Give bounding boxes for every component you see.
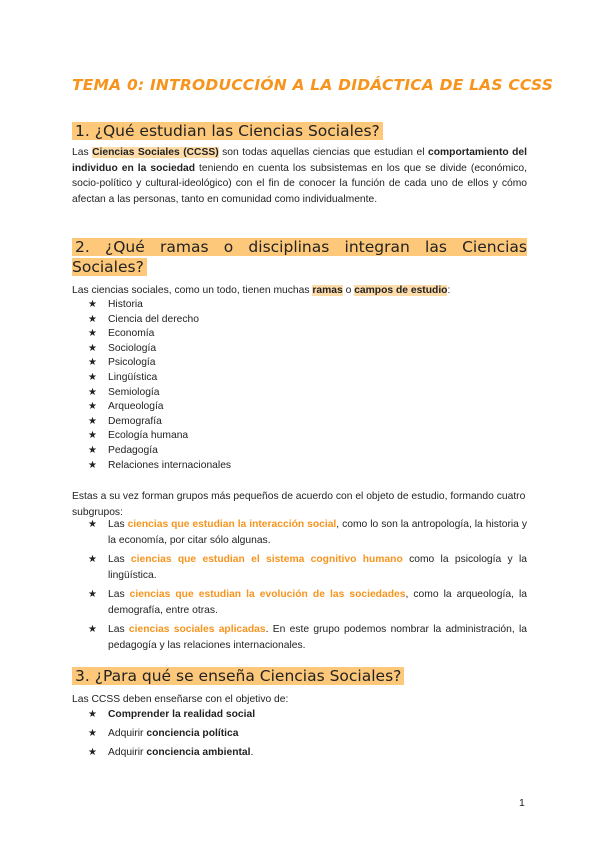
text-run: Las ciencias sociales, como un todo, tienen muchas — [72, 285, 313, 296]
list-item — [72, 587, 527, 618]
section-1-paragraph — [72, 145, 527, 207]
item-label: Sociología — [108, 342, 157, 354]
item-label: Semiología — [108, 386, 160, 398]
text-run: . — [250, 747, 254, 758]
star-icon: ★ — [88, 401, 97, 413]
star-icon: ★ — [88, 624, 97, 635]
list-item — [72, 298, 231, 313]
section-1-heading-text: 1. ¿Qué estudian las Ciencias Sociales? — [72, 122, 383, 140]
star-icon: ★ — [88, 415, 97, 427]
section-3-intro: Las CCSS deben enseñarse con el objetivo de: — [72, 694, 289, 705]
star-icon: ★ — [88, 747, 97, 758]
star-icon: ★ — [88, 459, 97, 471]
section-3-heading-text: 3. ¿Para qué se enseña Ciencias Sociales? — [72, 667, 404, 685]
text-run: Las — [108, 589, 130, 600]
list-item — [72, 327, 231, 342]
text-run: son todas aquellas ciencias que estudian el — [218, 147, 428, 158]
list-item — [72, 356, 231, 371]
text-run: : — [447, 285, 451, 296]
text-run: o — [342, 285, 355, 296]
text-run: , como lo son la antropología, la historia y la economía, por citar sólo algunas. — [108, 519, 528, 546]
highlight-orange: ciencias que estudian la evolución de las sociedades — [129, 589, 406, 600]
highlight-campos: campos de estudio — [354, 285, 448, 296]
list-item — [72, 313, 231, 328]
text-run: Las — [72, 147, 93, 158]
star-icon: ★ — [88, 357, 97, 369]
bold-phrase: conciencia ambiental — [146, 747, 251, 758]
star-icon: ★ — [88, 728, 97, 739]
section-2-heading — [72, 237, 527, 277]
star-icon: ★ — [88, 313, 97, 325]
star-icon: ★ — [88, 519, 97, 530]
item-label: Relaciones internacionales — [108, 459, 232, 471]
text-run: Adquirir — [108, 747, 147, 758]
text-run: , como la arqueología, la demografía, entre otras. — [108, 589, 528, 616]
list-item — [72, 386, 231, 401]
list-item — [72, 415, 231, 430]
document-title: TEMA 0: INTRODUCCIÓN A LA DIDÁCTICA DE LAS CCSS — [72, 76, 554, 94]
highlight-ramas: ramas — [312, 285, 343, 296]
section-2-heading-text: 2. ¿Qué ramas o disciplinas integran las Ciencias Sociales? — [72, 238, 527, 276]
star-icon: ★ — [88, 444, 97, 456]
objectives-list — [72, 707, 255, 764]
list-item — [72, 400, 231, 415]
list-item — [72, 552, 527, 583]
list-item — [72, 745, 255, 761]
list-item — [72, 726, 255, 742]
highlight-orange: ciencias que estudian el sistema cognitivo humano — [130, 554, 403, 565]
text-run: como la psicología y la lingüística. — [108, 554, 527, 581]
list-item — [72, 429, 231, 444]
highlight-orange: ciencias que estudian la interacción social — [127, 519, 337, 530]
item-label: Demografía — [108, 415, 162, 427]
star-icon: ★ — [88, 589, 97, 600]
bold-phrase: Comprender la realidad social — [108, 709, 256, 720]
star-icon: ★ — [88, 709, 97, 720]
item-label: Pedagogía — [108, 444, 158, 456]
list-item — [72, 459, 231, 474]
disciplines-list — [72, 298, 231, 473]
item-label: Psicología — [108, 357, 156, 369]
item-label: Arqueología — [108, 401, 164, 413]
section-1-heading — [72, 121, 383, 141]
list-item — [72, 342, 231, 357]
star-icon: ★ — [88, 342, 97, 354]
list-item — [72, 622, 527, 653]
list-item — [72, 444, 231, 459]
item-label: Lingüística — [108, 371, 158, 383]
highlight-ccss: Ciencias Sociales (CCSS) — [92, 147, 219, 158]
text-run: Las — [108, 519, 128, 530]
item-label: Economía — [108, 328, 155, 340]
star-icon: ★ — [88, 430, 97, 442]
text-run: teniendo en cuenta los subsistemas en los que se divide (económico, socio-político y cultural-ideológico) con el fin de conocer la función de cada uno de ellos y cómo afectan a las personas, tanto en comunidad como individualmente. — [72, 162, 527, 205]
text-run: Las — [108, 554, 131, 565]
item-label: Ecología humana — [108, 430, 189, 442]
star-icon: ★ — [88, 299, 97, 310]
item-label: Historia — [108, 299, 143, 310]
list-item — [72, 707, 255, 723]
list-item — [72, 517, 527, 548]
highlight-orange: ciencias sociales aplicadas — [128, 624, 266, 635]
bold-phrase: comportamiento del individuo en la sociedad — [72, 147, 528, 174]
bold-phrase: conciencia política — [146, 728, 239, 739]
text-run: Adquirir — [108, 728, 147, 739]
page-number: 1 — [519, 797, 525, 809]
star-icon: ★ — [88, 554, 97, 565]
groups-intro: Estas a su vez forman grupos más pequeños de acuerdo con el objeto de estudio, formando cuatro subgrupos: — [72, 491, 526, 518]
text-run: . En este grupo podemos nombrar la administración, la pedagogía y las relaciones internacionales. — [108, 624, 527, 651]
text-run: Las — [108, 624, 129, 635]
section-2-intro — [72, 283, 527, 299]
star-icon: ★ — [88, 386, 97, 398]
item-label: Ciencia del derecho — [108, 313, 200, 325]
section-3-heading — [72, 666, 404, 686]
subgroups-list — [72, 517, 527, 657]
list-item — [72, 371, 231, 386]
star-icon: ★ — [88, 371, 97, 383]
star-icon: ★ — [88, 328, 97, 340]
